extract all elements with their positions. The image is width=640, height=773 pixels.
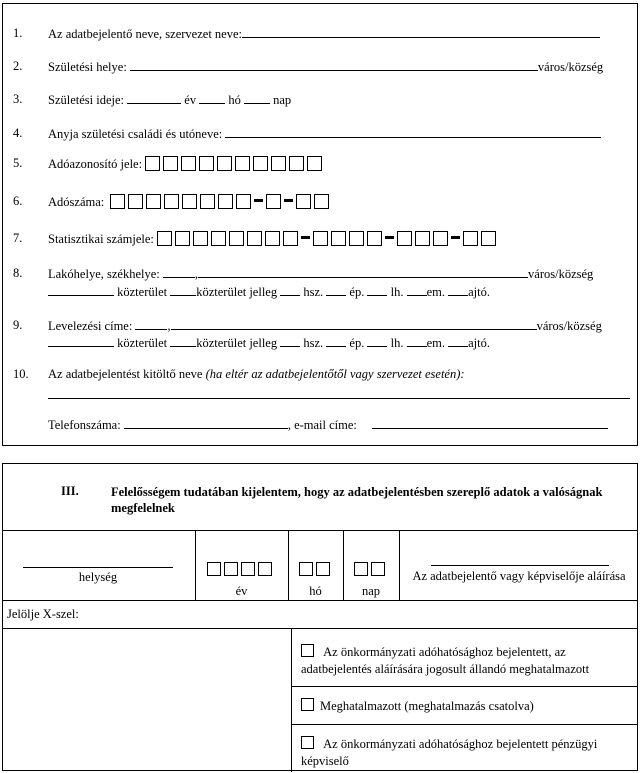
email-field[interactable] <box>372 417 608 429</box>
row-number: 2. <box>13 59 23 73</box>
tax-number-label: Adószáma: <box>48 195 105 209</box>
checkbox[interactable] <box>301 644 314 657</box>
street-label: közterület <box>117 336 168 350</box>
name-field[interactable] <box>242 26 600 38</box>
floor-field[interactable] <box>407 284 427 296</box>
signature-field[interactable] <box>431 565 609 566</box>
signature-label: Az adatbejelentő vagy képviselője aláírása <box>412 569 626 583</box>
year-field[interactable] <box>127 92 181 104</box>
month-field[interactable] <box>199 92 225 104</box>
phone-field[interactable] <box>124 417 288 429</box>
month-boxes[interactable] <box>299 562 333 578</box>
house-number-field[interactable] <box>280 335 300 347</box>
street-field[interactable] <box>48 335 114 347</box>
residence-label: Lakóhelye, székhelye: <box>48 267 160 281</box>
checkbox[interactable] <box>301 736 314 749</box>
door-label: ajtó. <box>468 336 490 350</box>
day-boxes[interactable] <box>354 562 388 578</box>
row-number: 8. <box>13 266 23 280</box>
row-number: 6. <box>13 194 23 208</box>
mother-name-field[interactable] <box>225 126 601 138</box>
filler-name-field[interactable] <box>48 398 630 399</box>
divider <box>399 530 400 600</box>
filler-name-note: (ha eltér az adatbejelentőtől vagy szervezet esetén): <box>205 367 465 381</box>
row-number: 9. <box>13 318 23 332</box>
month-label: hó <box>228 93 241 107</box>
building-label: ép. <box>349 285 365 299</box>
building-field[interactable] <box>326 335 346 347</box>
birthplace-label: Születési helye: <box>48 60 127 74</box>
street-type-label: közterület jelleg <box>196 336 278 350</box>
building-label: ép. <box>349 336 365 350</box>
staircase-field[interactable] <box>367 335 387 347</box>
row-number: 5. <box>13 156 23 170</box>
row-number: 7. <box>13 231 23 245</box>
personal-data-section: 1. Az adatbejelentő neve, szervezet neve: 2. Születési helye: város/község 3. Születési ideje: év hó nap 4. Anyja születési családi és utóneve: 5. Adóazonosító jele: 6. Adószáma: 7. Statisztikai számjele: 8. Lakóhelye, székhelye: , város/község közterület közterület jelleg hsz. ép. lh. em. ajtó. 9. Levelezési címe: , város/község közterület közterület jelleg hsz. ép. lh. em. ajtó. 10. Az adatbejelentést kitöltő neve (ha eltér az adatbejelentőtől vagy szervezet esetén): Telefonszáma: , e-mail címe: <box>2 3 638 446</box>
city-field[interactable] <box>198 266 528 278</box>
floor-label: em. <box>426 285 445 299</box>
street-label: közterület <box>117 285 168 299</box>
day-label: nap <box>361 584 381 598</box>
street-type-field[interactable] <box>170 335 196 347</box>
email-label: , e-mail címe: <box>287 418 357 432</box>
house-number-label: hsz. <box>303 285 324 299</box>
declaration-heading: Felelősségem tudatában kijelentem, hogy az adatbejelentésben szereplő adatok a valóságnak megfelelnek <box>111 485 603 515</box>
row-number: 4. <box>13 126 23 140</box>
tax-number-boxes[interactable] <box>110 195 332 209</box>
option-financial-rep[interactable]: Az önkormányzati adóhatósághoz bejelentett pénzügyi képviselő <box>301 737 598 768</box>
staircase-field[interactable] <box>367 284 387 296</box>
door-field[interactable] <box>448 335 468 347</box>
year-boxes[interactable] <box>207 562 275 578</box>
divider <box>291 628 292 772</box>
month-label: hó <box>309 584 322 598</box>
postcode-field[interactable] <box>135 318 167 330</box>
row-number: 10. <box>13 367 29 381</box>
door-field[interactable] <box>448 284 468 296</box>
divider <box>3 530 637 531</box>
staircase-label: lh. <box>390 285 404 299</box>
birthplace-field[interactable] <box>130 59 538 71</box>
phone-label: Telefonszáma: <box>48 418 121 432</box>
divider <box>291 686 637 687</box>
postcode-field[interactable] <box>163 266 195 278</box>
divider <box>291 724 637 725</box>
street-type-field[interactable] <box>170 284 196 296</box>
section-number: III. <box>61 484 79 498</box>
option-permanent-proxy[interactable]: Az önkormányzati adóhatósághoz bejelentett, az adatbejelentés aláírására jogosult állandó meghatalmazott <box>301 645 590 676</box>
city-suffix: város/község <box>528 267 594 281</box>
row-number: 1. <box>13 26 23 40</box>
place-field[interactable] <box>23 567 173 568</box>
city-suffix: város/község <box>537 60 604 74</box>
house-number-label: hsz. <box>303 336 324 350</box>
building-field[interactable] <box>326 284 346 296</box>
year-label: év <box>184 93 197 107</box>
house-number-field[interactable] <box>280 284 300 296</box>
checkbox[interactable] <box>301 698 314 711</box>
tax-id-label: Adóazonosító jele: <box>48 157 143 171</box>
floor-label: em. <box>426 336 445 350</box>
day-label: nap <box>273 93 292 107</box>
mother-name-label: Anyja születési családi és utóneve: <box>48 127 223 141</box>
row-number: 3. <box>13 92 23 106</box>
birthdate-label: Születési ideje: <box>48 93 125 107</box>
city-field[interactable] <box>171 318 537 330</box>
filler-name-label: Az adatbejelentést kitöltő neve <box>48 367 203 381</box>
year-label: év <box>235 584 248 598</box>
declaration-section <box>2 463 638 771</box>
divider <box>3 628 637 629</box>
staircase-label: lh. <box>390 336 404 350</box>
divider <box>3 600 637 601</box>
name-label: Az adatbejelentő neve, szervezet neve: <box>48 26 600 42</box>
stat-number-boxes[interactable] <box>157 232 499 246</box>
city-suffix: város/község <box>536 319 602 333</box>
floor-field[interactable] <box>407 335 427 347</box>
door-label: ajtó. <box>468 285 490 299</box>
mailing-label: Levelezési címe: <box>48 319 133 333</box>
place-label: helység <box>78 570 118 584</box>
day-field[interactable] <box>244 92 270 104</box>
mark-instruction: Jelölje X-szel: <box>7 607 79 621</box>
stat-number-label: Statisztikai számjele: <box>48 232 154 246</box>
option-proxy[interactable]: Meghatalmazott (meghatalmazás csatolva) <box>301 698 631 715</box>
tax-id-boxes[interactable] <box>145 157 325 171</box>
street-field[interactable] <box>48 284 114 296</box>
street-type-label: közterület jelleg <box>196 285 278 299</box>
